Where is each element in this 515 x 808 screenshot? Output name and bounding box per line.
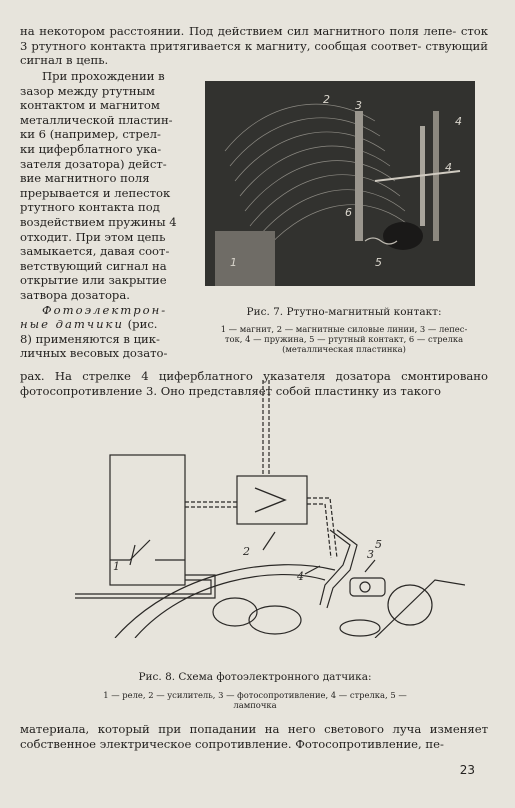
photo-label-2: 2 [323, 93, 330, 106]
figure-8-title: Рис. 8. Схема фотоэлектронного датчика: [138, 671, 372, 683]
relay-box [110, 455, 185, 585]
paragraph-continuation: рах. На стрелке 4 циферблатного указателя дозатора смонтировано фотосопротивление 3. Оно представляет собой пластинку из такого [20, 369, 488, 398]
diagram-label-4: 4 [297, 570, 304, 583]
photo-label-6: 6 [345, 206, 352, 219]
figure-7-legend: 1 — магнит, 2 — магнитные силовые линии, 3 — лепес- [220, 324, 468, 334]
figure-8-legend: 1 — реле, 2 — усилитель, 3 — фотосопротивление, 4 — стрелка, 5 — [103, 690, 407, 700]
photo-label-4a: 4 [455, 115, 462, 128]
diagram-label-2: 2 [243, 545, 250, 558]
diagram-label-3: 3 [367, 548, 374, 561]
text-line: на некотором расстоянии. Под действием сил магнитного поля лепе- [20, 24, 457, 38]
paragraph-left-column: При прохождении в зазор между ртутным контактом и магнитом металлической пластин- ки 6 (например, стрел- ки циферблатного ука- зателя дозатора) дейст- вие магнитного поля прерывается и лепесток ртутного контакта под воздействием пружины 4 отходит. При этом цепь замыкается, давая соот- ветствующий сигнал на открытие или закрытие затвора дозатора. Фотоэлектрон- ные датчики (рис. 8) применяются в цик- личных весовых дозато- [20, 69, 177, 361]
page-number: 23 [459, 763, 475, 777]
figure-7-caption: Рис. 7. Ртутно-магнитный контакт: 1 — магнит, 2 — магнитные силовые линии, 3 — лепес- ток, 4 — пружина, 5 — ртутный контакт, 6 — стрелка (металлическая пластинка) [200, 306, 488, 354]
figure-7-title: Рис. 7. Ртутно-магнитный контакт: [246, 306, 442, 318]
photo-label-3: 3 [355, 99, 362, 112]
text-line: сток 3 ртутного контакта притягивается к магниту, сообщая соответ- [20, 24, 489, 53]
diagram-photoelectric-sensor [75, 380, 465, 638]
photo-reed-magnetic-contact [205, 81, 475, 286]
figure-8-caption: Рис. 8. Схема фотоэлектронного датчика: 1 — реле, 2 — усилитель, 3 — фотосопротивление, 4 — стрелка, 5 — лампочка [40, 671, 470, 710]
text-line: ствующий сигнал в цепь. [20, 38, 489, 68]
photo-label-4b: 4 [445, 161, 452, 174]
amplifier-box [237, 476, 307, 524]
paragraph-top [20, 24, 488, 68]
diagram-label-1: 1 [113, 560, 120, 573]
paragraph-bottom: материала, который при попадании на него светового луча изменяет собственное электрическое сопротивление. Фотосопротивление, пе- [20, 722, 488, 751]
photo-label-1: 1 [230, 256, 237, 269]
diagram-label-5: 5 [375, 538, 382, 551]
photo-label-5: 5 [375, 256, 382, 269]
